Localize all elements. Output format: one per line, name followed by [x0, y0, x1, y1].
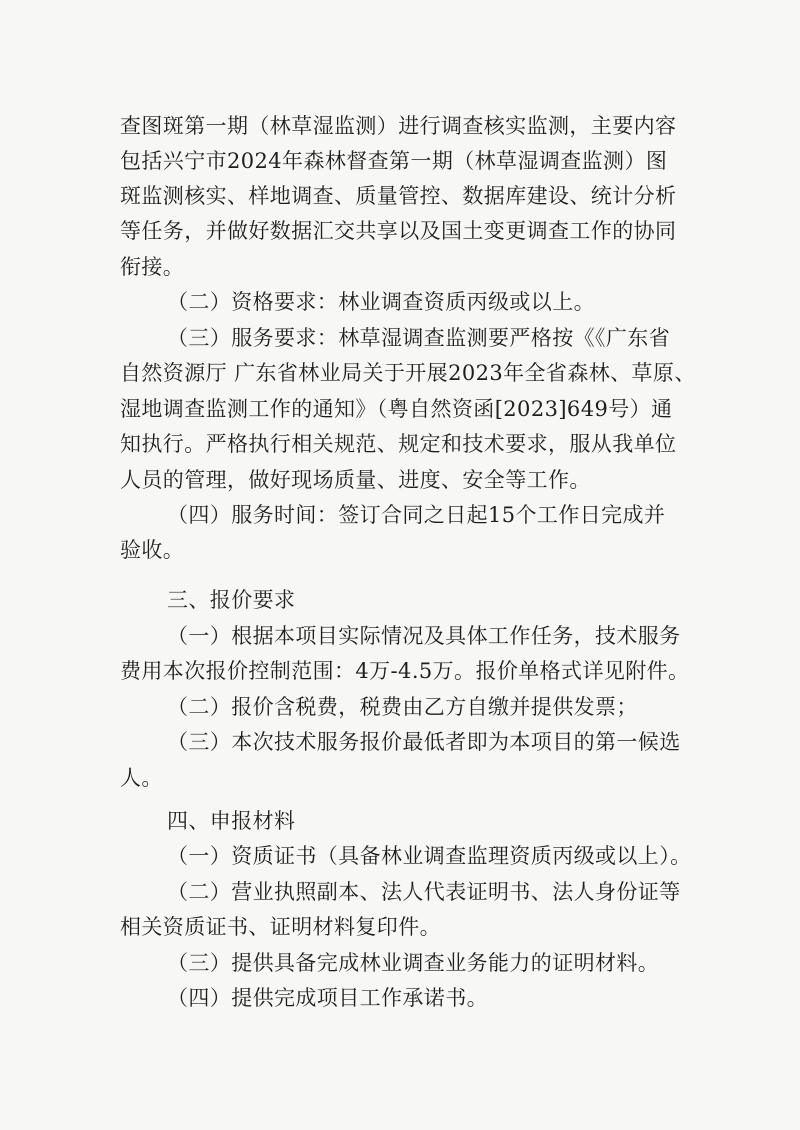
body-text-line: 人。 [120, 766, 163, 790]
body-text-line: 湿地调查监测工作的通知》（粤自然资函[2023]649号）通 [120, 397, 673, 421]
quote-item-2: （二）报价含税费，税费由乙方自缴并提供发票； [167, 695, 638, 719]
body-text-line: 知执行。严格执行相关规范、规定和技术要求，服从我单位 [120, 432, 677, 456]
body-text-line: 自然资源厅 广东省林业局关于开展2023年全省森林、草原、 [120, 361, 696, 385]
material-item-4: （四）提供完成项目工作承诺书。 [167, 986, 488, 1010]
qualification-requirement: （二）资格要求：林业调查资质丙级或以上。 [167, 290, 595, 314]
quote-item-3: （三）本次技术服务报价最低者即为本项目的第一候选 [167, 730, 681, 754]
body-text-line: 费用本次报价控制范围：4万-4.5万。报价单格式详见附件。 [120, 659, 690, 683]
section-heading-quote-requirements: 三、报价要求 [167, 588, 296, 612]
quote-item-1: （一）根据本项目实际情况及具体工作任务，技术服务 [167, 624, 681, 648]
body-text-line: 衔接。 [120, 255, 185, 279]
body-text-line: 斑监测核实、样地调查、质量管控、数据库建设、统计分析 [120, 184, 677, 208]
body-text-line: 人员的管理，做好现场质量、进度、安全等工作。 [120, 468, 591, 492]
service-time: （四）服务时间：签订合同之日起15个工作日完成并 [167, 503, 666, 527]
body-text-line: 等任务，并做好数据汇交共享以及国土变更调查工作的协同 [120, 219, 677, 243]
service-requirement: （三）服务要求：林草湿调查监测要严格按《《广东省 [167, 326, 671, 350]
body-text-line: 包括兴宁市2024年森林督查第一期（林草湿调查监测）图 [120, 149, 668, 173]
material-item-2: （二）营业执照副本、法人代表证明书、法人身份证等 [167, 880, 681, 904]
body-text-line: 查图斑第一期（林草湿监测）进行调查核实监测，主要内容 [120, 114, 677, 138]
body-text-line: 验收。 [120, 538, 185, 562]
section-heading-application-materials: 四、申报材料 [167, 809, 296, 833]
material-item-1: （一）资质证书（具备林业调查监理资质丙级或以上）。 [167, 844, 692, 868]
body-text-line: 相关资质证书、证明材料复印件。 [120, 915, 441, 939]
material-item-3: （三）提供具备完成林业调查业务能力的证明材料。 [167, 951, 660, 975]
